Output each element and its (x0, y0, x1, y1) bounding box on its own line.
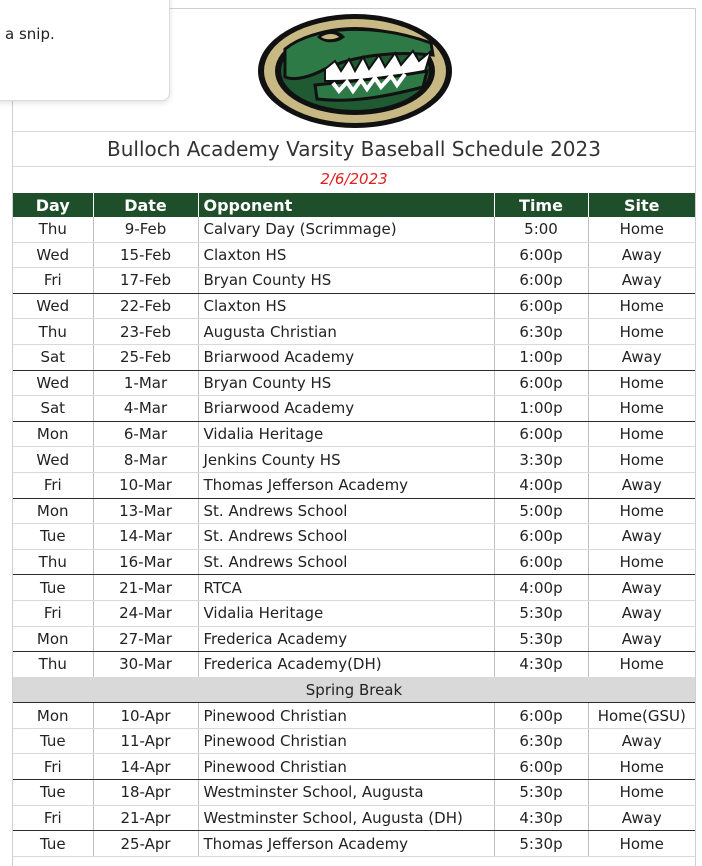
cell-opponent: Briarwood Academy (198, 396, 494, 422)
cell-opponent: Bryan County HS (198, 370, 494, 396)
cell-time: 3:30p (494, 447, 588, 473)
table-row (13, 626, 695, 652)
cell-opponent: Calvary Day (Scrimmage) (198, 217, 494, 242)
cell-opponent: Pinewood Christian (198, 754, 494, 780)
spring-break-label: Spring Break (13, 677, 695, 703)
cell-site: Away (588, 600, 695, 626)
cell-date: 4-Mar (93, 396, 198, 422)
cell-day: Tue (13, 575, 93, 601)
table-row (13, 703, 695, 729)
cell-date: 21-Mar (93, 575, 198, 601)
cell-day: Wed (13, 242, 93, 268)
cell-day: Sat (13, 344, 93, 370)
cell-date: 8-Mar (93, 447, 198, 473)
cell-time: 5:30p (494, 626, 588, 652)
cell-day: Mon (13, 421, 93, 447)
cell-site: Home (588, 831, 695, 857)
schedule-sheet (12, 8, 696, 866)
cell-site: Home (588, 754, 695, 780)
cell-opponent: Claxton HS (198, 242, 494, 268)
table-row (13, 754, 695, 780)
cell-opponent: Westminster School, Augusta (DH) (198, 805, 494, 831)
cell-date: 10-Mar (93, 472, 198, 498)
cell-day: Tue (13, 831, 93, 857)
cell-date: 14-Mar (93, 524, 198, 550)
col-header-opponent: Opponent (198, 193, 494, 217)
cell-site: Away (588, 626, 695, 652)
snip-popup-text: a snip. (5, 25, 55, 43)
table-row (13, 293, 695, 319)
table-row (13, 421, 695, 447)
table-row (13, 396, 695, 422)
table-row (13, 370, 695, 396)
cell-time: 5:00p (494, 498, 588, 524)
cell-date: 6-Mar (93, 421, 198, 447)
cell-date: 1-Mar (93, 370, 198, 396)
cell-date: 14-Apr (93, 754, 198, 780)
table-row (13, 217, 695, 242)
col-header-day: Day (13, 193, 93, 217)
cell-time: 4:00p (494, 575, 588, 601)
cell-site: Home (588, 421, 695, 447)
table-row (13, 498, 695, 524)
cell-day: Mon (13, 703, 93, 729)
cell-day: Fri (13, 805, 93, 831)
spring-break-row (13, 677, 695, 703)
table-row (13, 268, 695, 294)
cell-date: 23-Feb (93, 319, 198, 345)
cell-date: 16-Mar (93, 549, 198, 575)
table-row (13, 600, 695, 626)
cell-time: 1:00p (494, 344, 588, 370)
cell-site: Away (588, 728, 695, 754)
table-row (13, 575, 695, 601)
cell-day: Fri (13, 268, 93, 294)
cell-opponent: Thomas Jefferson Academy (198, 472, 494, 498)
cell-opponent: St. Andrews School (198, 549, 494, 575)
cell-site: Home (588, 549, 695, 575)
cell-opponent: Pinewood Christian (198, 703, 494, 729)
cell-opponent: St. Andrews School (198, 498, 494, 524)
cell-site: Away (588, 268, 695, 294)
cell-time: 6:00p (494, 268, 588, 294)
cell-opponent: Thomas Jefferson Academy (198, 831, 494, 857)
cell-opponent: Briarwood Academy (198, 344, 494, 370)
cell-time: 6:00p (494, 754, 588, 780)
spring-break-section (13, 677, 695, 703)
cell-day: Tue (13, 728, 93, 754)
cell-time: 6:00p (494, 549, 588, 575)
cell-site: Away (588, 575, 695, 601)
cell-day: Fri (13, 600, 93, 626)
cell-date: 15-Feb (93, 242, 198, 268)
cell-date: 17-Feb (93, 268, 198, 294)
col-header-site: Site (588, 193, 695, 217)
cell-site: Away (588, 472, 695, 498)
cell-site: Away (588, 242, 695, 268)
gator-logo-icon (255, 11, 455, 131)
table-row (13, 344, 695, 370)
cell-day: Wed (13, 370, 93, 396)
cell-date: 22-Feb (93, 293, 198, 319)
cell-time: 5:30p (494, 600, 588, 626)
cell-site: Home (588, 396, 695, 422)
schedule-body-before-break (13, 217, 695, 677)
cell-opponent: Augusta Christian (198, 319, 494, 345)
cell-time: 4:30p (494, 805, 588, 831)
cell-time: 6:00p (494, 421, 588, 447)
cell-time: 6:30p (494, 728, 588, 754)
col-header-time: Time (494, 193, 588, 217)
cell-time: 5:30p (494, 780, 588, 806)
cell-site: Home (588, 370, 695, 396)
cell-time: 6:00p (494, 703, 588, 729)
cell-time: 1:00p (494, 396, 588, 422)
cell-opponent: Vidalia Heritage (198, 421, 494, 447)
cell-day: Thu (13, 549, 93, 575)
cell-date: 25-Feb (93, 344, 198, 370)
cell-date: 24-Mar (93, 600, 198, 626)
cell-day: Wed (13, 293, 93, 319)
table-row (13, 524, 695, 550)
cell-opponent: Jenkins County HS (198, 447, 494, 473)
cell-site: Home (588, 293, 695, 319)
cell-date: 25-Apr (93, 831, 198, 857)
cell-site: Home (588, 652, 695, 678)
cell-time: 4:00p (494, 472, 588, 498)
cell-day: Mon (13, 626, 93, 652)
cell-date: 10-Apr (93, 703, 198, 729)
cell-opponent: Frederica Academy (198, 626, 494, 652)
cell-day: Fri (13, 472, 93, 498)
cell-site: Away (588, 805, 695, 831)
cell-site: Away (588, 344, 695, 370)
cell-opponent: Pinewood Christian (198, 728, 494, 754)
cell-day: Sat (13, 396, 93, 422)
cell-opponent: Claxton HS (198, 293, 494, 319)
cell-opponent: Westminster School, Augusta (198, 780, 494, 806)
table-row (13, 472, 695, 498)
cell-time: 5:00 (494, 217, 588, 242)
table-row (13, 652, 695, 678)
table-row (13, 728, 695, 754)
schedule-body-after-break (13, 703, 695, 857)
cell-day: Tue (13, 524, 93, 550)
cell-date: 11-Apr (93, 728, 198, 754)
cell-date: 13-Mar (93, 498, 198, 524)
table-row (13, 549, 695, 575)
cell-date: 27-Mar (93, 626, 198, 652)
table-row (13, 831, 695, 857)
cell-date: 30-Mar (93, 652, 198, 678)
snip-popup[interactable] (0, 0, 170, 101)
cell-opponent: Frederica Academy(DH) (198, 652, 494, 678)
table-row (13, 319, 695, 345)
cell-date: 9-Feb (93, 217, 198, 242)
cell-day: Tue (13, 780, 93, 806)
cell-day: Thu (13, 652, 93, 678)
cell-time: 6:00p (494, 293, 588, 319)
cell-opponent: Vidalia Heritage (198, 600, 494, 626)
cell-time: 6:00p (494, 370, 588, 396)
cell-opponent: RTCA (198, 575, 494, 601)
table-row (13, 805, 695, 831)
cell-time: 5:30p (494, 831, 588, 857)
cell-date: 21-Apr (93, 805, 198, 831)
cell-time: 6:30p (494, 319, 588, 345)
cell-day: Thu (13, 217, 93, 242)
cell-time: 6:00p (494, 242, 588, 268)
cell-date: 18-Apr (93, 780, 198, 806)
cell-site: Home (588, 780, 695, 806)
cell-site: Home (588, 319, 695, 345)
schedule-table (13, 193, 695, 857)
cell-day: Mon (13, 498, 93, 524)
table-row (13, 242, 695, 268)
cell-opponent: St. Andrews School (198, 524, 494, 550)
cell-site: Away (588, 524, 695, 550)
cell-site: Home (588, 447, 695, 473)
cell-site: Home (588, 498, 695, 524)
cell-day: Fri (13, 754, 93, 780)
table-row (13, 780, 695, 806)
updated-date: 2/6/2023 (320, 170, 388, 188)
page-title: Bulloch Academy Varsity Baseball Schedule 2023 (13, 131, 695, 167)
cell-time: 6:00p (494, 524, 588, 550)
cell-time: 4:30p (494, 652, 588, 678)
cell-day: Thu (13, 319, 93, 345)
cell-site: Home(GSU) (588, 703, 695, 729)
cell-opponent: Bryan County HS (198, 268, 494, 294)
col-header-date: Date (93, 193, 198, 217)
cell-site: Home (588, 217, 695, 242)
table-header-row (13, 193, 695, 217)
table-row (13, 447, 695, 473)
cell-day: Wed (13, 447, 93, 473)
